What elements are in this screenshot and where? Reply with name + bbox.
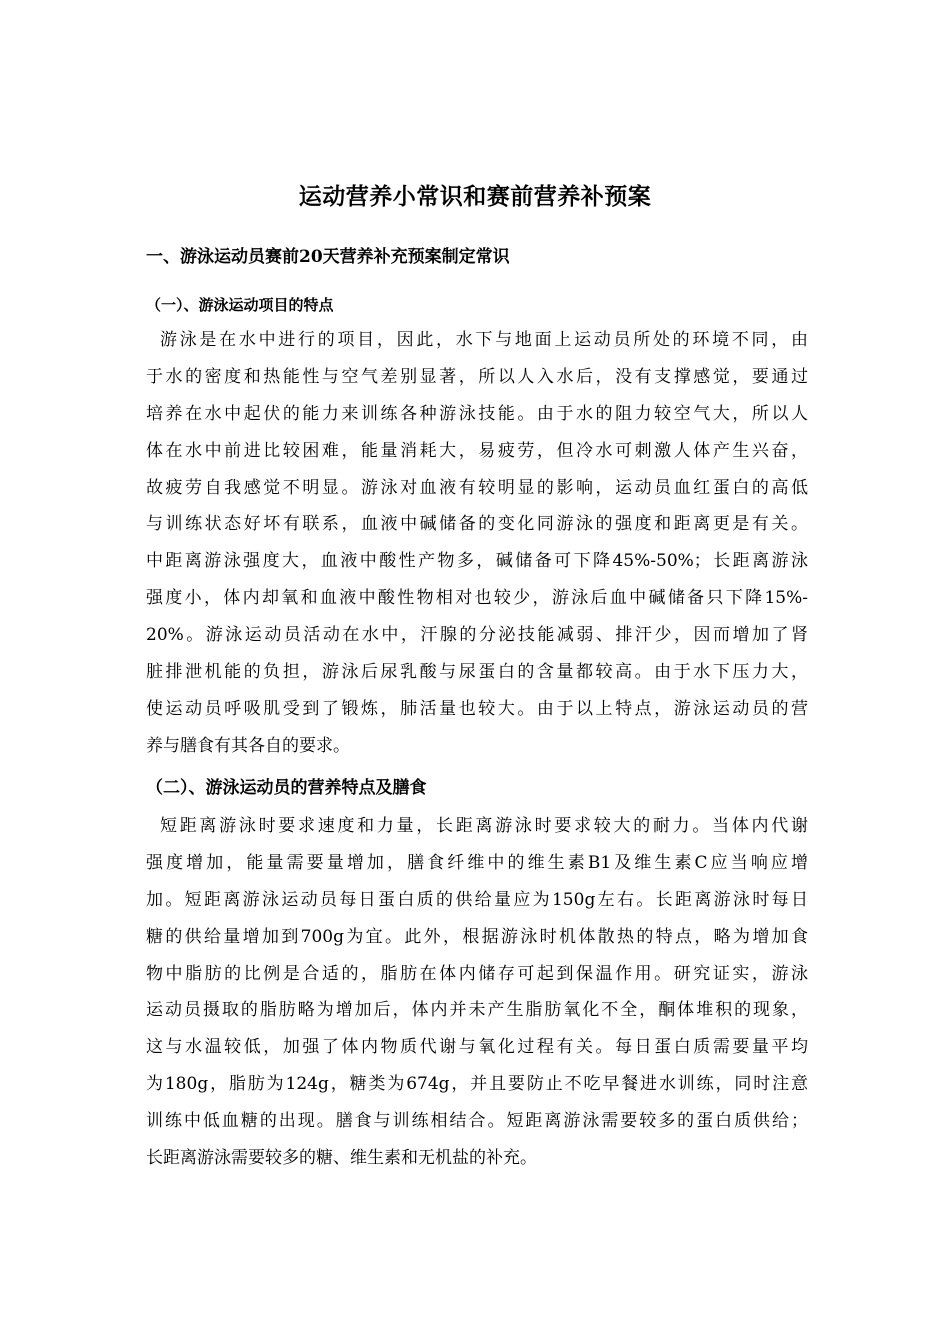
subsection-heading-features: （一）、游泳运动项目的特点 — [146, 296, 334, 314]
paragraph-line: 糖的供给量增加到700g为宜。此外，根据游泳时机体散热的特点，略为增加食 — [146, 926, 808, 947]
paragraph-line: 脏排泄机能的负担，游泳后尿乳酸与尿蛋白的含量都较高。由于水下压力大， — [146, 662, 808, 683]
paragraph-line: 短距离游泳时要求速度和力量，长距离游泳时要求较大的耐力。当体内代谢 — [160, 816, 808, 836]
paragraph-line: 于水的密度和热能性与空气差别显著，所以人入水后，没有支撑感觉，要通过 — [146, 366, 808, 387]
paragraph-line: 培养在水中起伏的能力来训练各种游泳技能。由于水的阻力较空气大，所以人 — [146, 403, 808, 424]
paragraph-swimming-nutrition — [146, 808, 808, 1177]
paragraph-line: 与训练状态好坏有联系，血液中碱储备的变化同游泳的强度和距离更是有关。 — [146, 514, 808, 535]
subsection-heading-nutrition: （二）、游泳运动员的营养特点及膳食 — [146, 778, 427, 798]
paragraph-swimming-features — [146, 322, 808, 765]
paragraph-line: 体在水中前进比较困难，能量消耗大，易疲劳，但冷水可刺激人体产生兴奋， — [146, 440, 808, 461]
paragraph-line: 养与膳食有其各自的要求。 — [146, 735, 350, 756]
paragraph-line: 强度小，体内却氧和血液中酸性物相对也较少，游泳后血中碱储备只下降15%- — [146, 588, 808, 609]
paragraph-line: 游泳是在水中进行的项目，因此，水下与地面上运动员所处的环境不同，由 — [160, 330, 808, 350]
document-title: 运动营养小常识和赛前营养补预案 — [298, 183, 652, 210]
paragraph-line: 中距离游泳强度大，血液中酸性产物多，碱储备可下降45%-50%；长距离游泳 — [146, 551, 808, 572]
paragraph-line: 强度增加，能量需要量增加，膳食纤维中的维生素B1及维生素C应当响应增 — [146, 852, 808, 873]
paragraph-line: 这与水温较低，加强了体内物质代谢与氧化过程有关。每日蛋白质需要量平均 — [146, 1037, 808, 1058]
paragraph-line: 为180g，脂肪为124g，糖类为674g，并且要防止不吃早餐进水训练，同时注意 — [146, 1074, 808, 1095]
paragraph-line: 20%。游泳运动员活动在水中，汗腺的分泌技能减弱、排汗少，因而增加了肾 — [146, 625, 808, 646]
paragraph-line: 故疲劳自我感觉不明显。游泳对血液有较明显的影响，运动员血红蛋白的高低 — [146, 477, 808, 498]
section-heading: 一、游泳运动员赛前20天营养补充预案制定常识 — [146, 247, 510, 267]
paragraph-line: 使运动员呼吸肌受到了锻炼，肺活量也较大。由于以上特点，游泳运动员的营 — [146, 698, 808, 719]
paragraph-line: 长距离游泳需要较多的糖、维生素和无机盐的补充。 — [146, 1148, 537, 1169]
paragraph-line: 训练中低血糖的出现。膳食与训练相结合。短距离游泳需要较多的蛋白质供给； — [146, 1111, 808, 1132]
paragraph-line: 物中脂肪的比例是合适的，脂肪在体内储存可起到保温作用。研究证实，游泳 — [146, 963, 808, 984]
paragraph-line: 运动员摄取的脂肪略为增加后，体内并未产生脂肪氧化不全，酮体堆积的现象， — [146, 1000, 808, 1021]
paragraph-line: 加。短距离游泳运动员每日蛋白质的供给量应为150g左右。长距离游泳时每日 — [146, 889, 808, 910]
